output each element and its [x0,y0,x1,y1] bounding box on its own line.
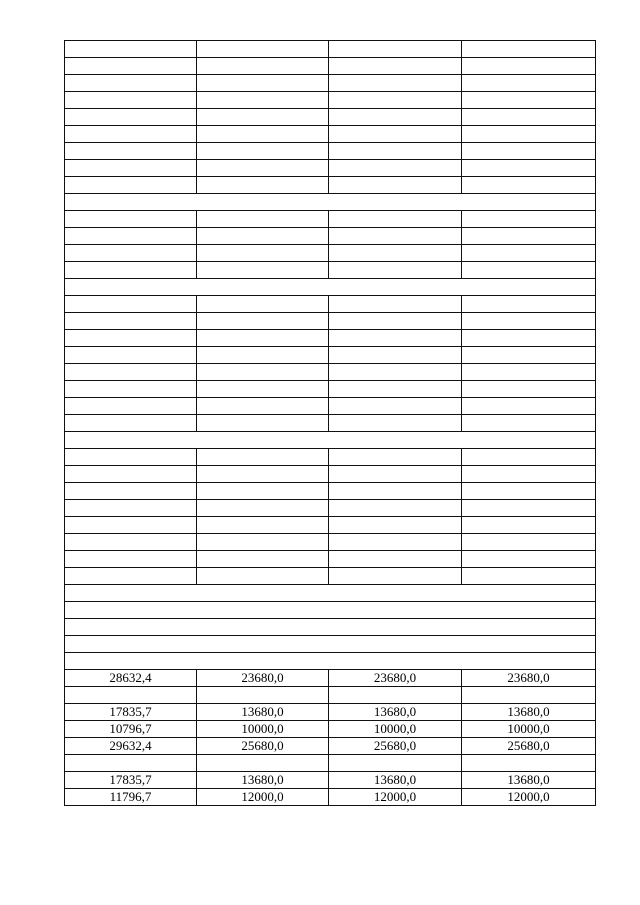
table-cell [462,58,596,75]
table-cell [65,313,197,330]
table-row [65,568,596,585]
table-row [65,551,596,568]
table-row [65,245,596,262]
table-cell [462,126,596,143]
table-cell [65,347,197,364]
table-row [65,483,596,500]
table-cell [462,500,596,517]
table-cell [197,398,329,415]
table-cell [197,143,329,160]
merged-cell [65,653,596,670]
merged-cell [65,619,596,636]
table-cell [65,534,197,551]
table-cell [197,364,329,381]
table-row [65,126,596,143]
table-cell [329,109,462,126]
table-cell [462,75,596,92]
table-cell [197,177,329,194]
table-cell [197,517,329,534]
table-cell [197,449,329,466]
data-table-body [65,41,596,806]
table-cell [65,687,197,704]
table-cell [329,143,462,160]
table-row [65,670,596,687]
table-cell [65,126,197,143]
table-cell [65,330,197,347]
table-cell: 13680,0 [462,704,596,721]
table-cell [329,160,462,177]
table-cell [462,398,596,415]
table-row [65,687,596,704]
table-cell [197,245,329,262]
table-cell: 23680,0 [462,670,596,687]
table-row [65,92,596,109]
table-cell [65,398,197,415]
table-cell: 13680,0 [329,704,462,721]
table-row [65,517,596,534]
table-cell [197,75,329,92]
table-cell [329,398,462,415]
table-cell [65,245,197,262]
merged-cell [65,279,596,296]
table-cell [65,58,197,75]
section-row [65,653,596,670]
table-cell [462,449,596,466]
table-cell [462,245,596,262]
table-cell [329,415,462,432]
table-cell: 17835,7 [65,772,197,789]
table-cell [329,262,462,279]
table-cell [65,517,197,534]
table-row [65,500,596,517]
table-cell: 23680,0 [197,670,329,687]
table-cell: 28632,4 [65,670,197,687]
table-cell [329,58,462,75]
table-cell [197,551,329,568]
table-cell [462,364,596,381]
table-cell [65,551,197,568]
table-cell [329,245,462,262]
table-cell [329,347,462,364]
table-cell [329,313,462,330]
table-cell [329,228,462,245]
table-cell: 11796,7 [65,789,197,806]
table-cell [329,364,462,381]
section-row [65,194,596,211]
table-cell: 12000,0 [197,789,329,806]
table-row [65,211,596,228]
table-cell [197,313,329,330]
table-row [65,381,596,398]
table-cell [462,466,596,483]
table-row [65,296,596,313]
table-row [65,347,596,364]
table-cell [462,160,596,177]
table-cell [462,143,596,160]
table-cell [65,296,197,313]
table-row [65,721,596,738]
table-cell [462,551,596,568]
table-cell: 13680,0 [329,772,462,789]
table-row [65,160,596,177]
table-cell [462,347,596,364]
table-cell [329,500,462,517]
table-cell [197,568,329,585]
table-row [65,313,596,330]
table-cell [462,517,596,534]
table-row [65,262,596,279]
table-cell [329,534,462,551]
section-row [65,279,596,296]
table-cell [329,41,462,58]
table-cell [329,75,462,92]
table-cell [65,483,197,500]
table-cell [197,466,329,483]
merged-cell [65,194,596,211]
table-cell [65,228,197,245]
table-cell [329,330,462,347]
section-row [65,602,596,619]
merged-cell [65,585,596,602]
table-cell [197,92,329,109]
table-cell [197,109,329,126]
table-cell: 13680,0 [197,704,329,721]
table-row [65,364,596,381]
table-cell [65,211,197,228]
merged-cell [65,636,596,653]
table-cell: 12000,0 [329,789,462,806]
table-cell: 29632,4 [65,738,197,755]
table-cell [462,177,596,194]
merged-cell [65,432,596,449]
table-cell [462,568,596,585]
table-cell [462,109,596,126]
table-cell [462,483,596,500]
table-cell [197,126,329,143]
table-cell [329,177,462,194]
table-row [65,58,596,75]
data-table [64,40,596,806]
table-row [65,41,596,58]
table-cell [65,160,197,177]
table-cell [197,381,329,398]
table-cell: 10000,0 [197,721,329,738]
table-cell: 10000,0 [329,721,462,738]
table-cell [329,211,462,228]
table-cell: 17835,7 [65,704,197,721]
table-cell [197,262,329,279]
table-cell [197,296,329,313]
table-cell [329,296,462,313]
table-cell [329,755,462,772]
table-cell [197,330,329,347]
table-cell [65,449,197,466]
table-cell [197,415,329,432]
section-row [65,585,596,602]
table-cell: 25680,0 [329,738,462,755]
table-row [65,449,596,466]
table-row [65,415,596,432]
table-cell [462,381,596,398]
table-cell [462,415,596,432]
table-cell [65,381,197,398]
table-cell [197,755,329,772]
table-cell [462,211,596,228]
table-cell: 13680,0 [462,772,596,789]
table-cell: 25680,0 [462,738,596,755]
table-cell [197,500,329,517]
table-row [65,398,596,415]
table-cell [462,296,596,313]
table-cell [65,143,197,160]
table-row [65,772,596,789]
section-row [65,636,596,653]
table-cell [329,517,462,534]
table-cell [329,483,462,500]
table-cell [197,211,329,228]
table-row [65,75,596,92]
table-cell: 12000,0 [462,789,596,806]
table-cell [462,92,596,109]
merged-cell [65,602,596,619]
table-cell [329,449,462,466]
table-cell: 10000,0 [462,721,596,738]
table-cell: 25680,0 [197,738,329,755]
table-cell [462,313,596,330]
section-row [65,432,596,449]
table-cell [462,534,596,551]
table-row [65,789,596,806]
table-cell [197,58,329,75]
table-cell [197,41,329,58]
table-cell [65,177,197,194]
table-row [65,177,596,194]
table-row [65,704,596,721]
table-cell [65,500,197,517]
table-cell [462,262,596,279]
table-cell [65,92,197,109]
table-cell [197,483,329,500]
table-cell: 10796,7 [65,721,197,738]
table-row [65,466,596,483]
table-cell [462,755,596,772]
table-cell [329,687,462,704]
table-cell [65,109,197,126]
table-row [65,109,596,126]
table-cell: 23680,0 [329,670,462,687]
table-row [65,143,596,160]
table-cell [197,687,329,704]
table-row [65,534,596,551]
table-cell [462,228,596,245]
table-cell [65,415,197,432]
table-cell [65,755,197,772]
table-cell [462,330,596,347]
table-cell [65,262,197,279]
data-table-container [64,40,595,806]
table-cell [65,364,197,381]
table-cell [329,92,462,109]
section-row [65,619,596,636]
table-row [65,228,596,245]
table-cell [462,687,596,704]
table-cell [197,347,329,364]
table-cell [329,551,462,568]
table-cell [197,228,329,245]
table-cell [329,568,462,585]
table-cell [65,466,197,483]
table-cell [65,41,197,58]
table-row [65,330,596,347]
table-cell [65,568,197,585]
table-cell [65,75,197,92]
table-row [65,755,596,772]
table-cell [329,466,462,483]
table-row [65,738,596,755]
table-cell [329,126,462,143]
table-cell [197,534,329,551]
table-cell [197,160,329,177]
table-cell [462,41,596,58]
table-cell: 13680,0 [197,772,329,789]
table-cell [329,381,462,398]
